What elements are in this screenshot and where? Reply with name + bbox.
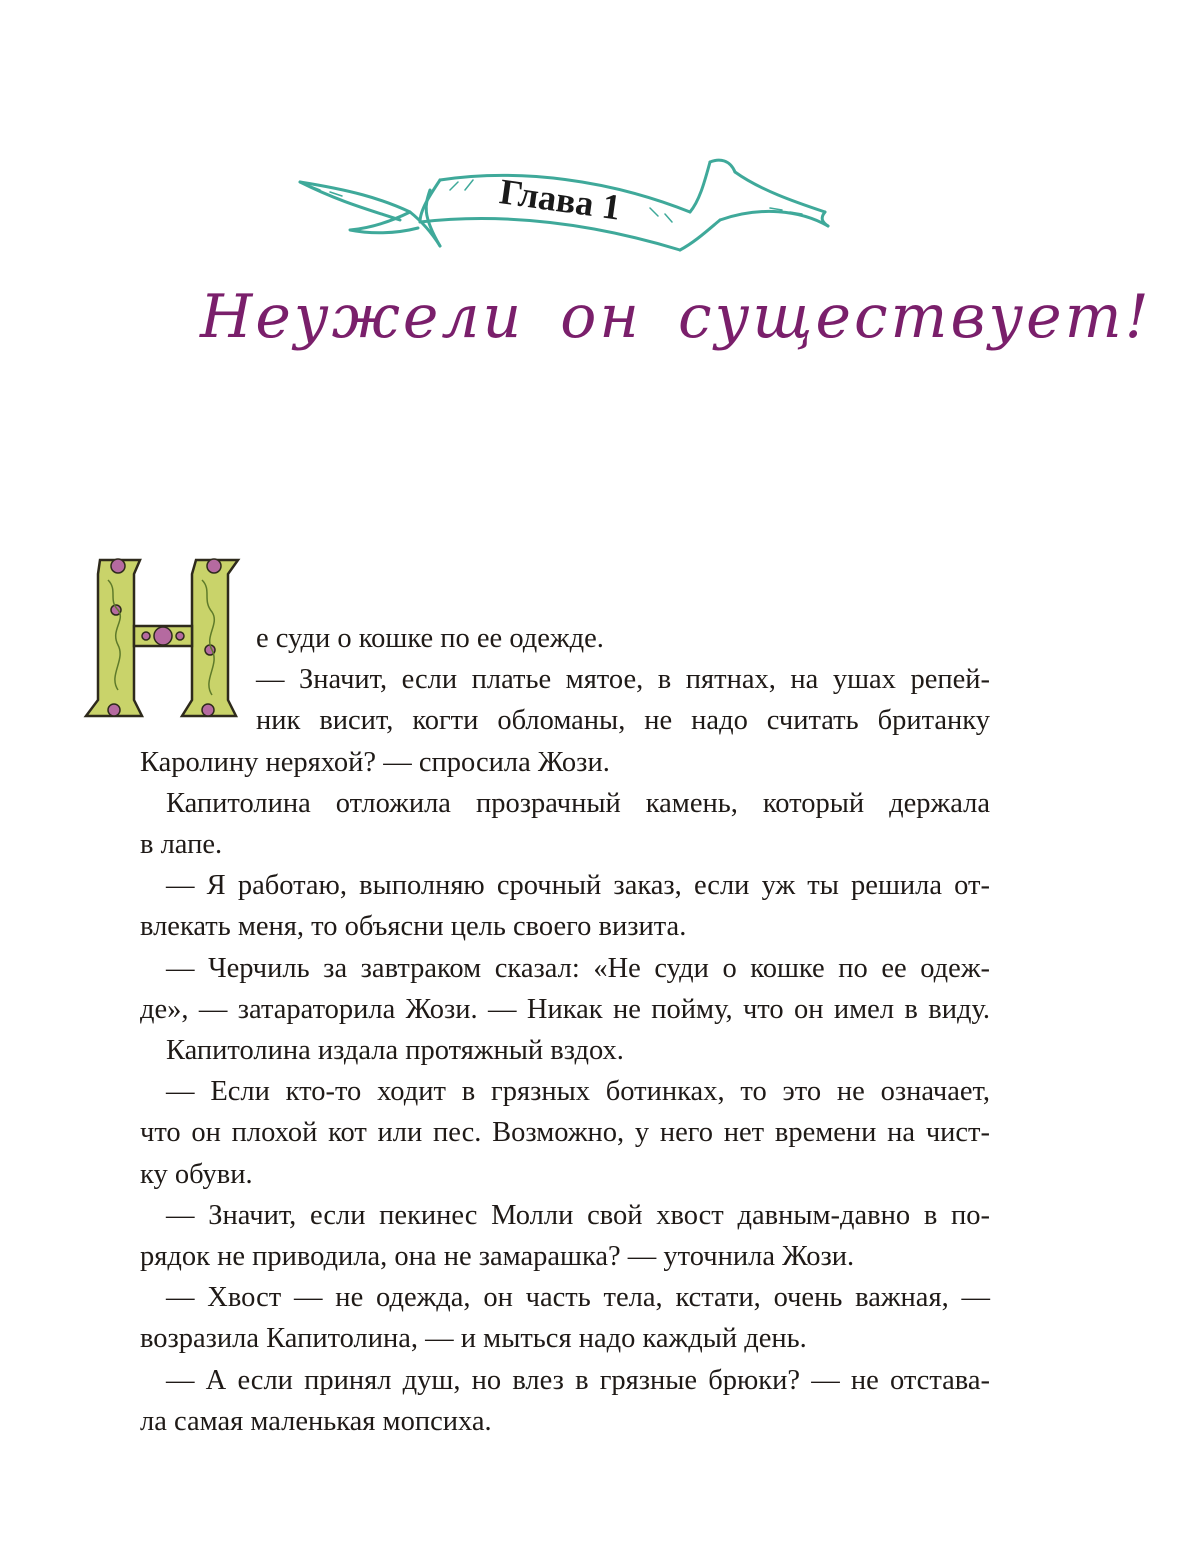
text-line: — Хвост — не одежда, он часть тела, кстати, очень важная, — — [166, 1282, 990, 1314]
text-line: — Я работаю, выполняю срочный заказ, если уж ты решила от- — [166, 870, 990, 902]
text-line: что он плохой кот или пес. Возможно, у него нет времени на чист- — [140, 1117, 990, 1149]
text-line: — Черчиль за завтраком сказал: «Не суди о кошке по ее одеж- — [166, 952, 990, 984]
text-line: — Значит, если пекинес Молли свой хвост давным-давно в по- — [166, 1199, 990, 1231]
text-line: рядок не приводила, она не замарашка? — уточнила Жози. — [140, 1241, 855, 1273]
chapter-number: Глава 1 — [497, 171, 624, 228]
text-line: е суди о кошке по ее одежде. — [256, 623, 604, 654]
text-line: Капитолина отложила прозрачный камень, который держала — [166, 787, 990, 819]
text-line: в лапе. — [140, 829, 223, 861]
text-line: возразила Капитолина, — и мыться надо каждый день. — [140, 1323, 807, 1355]
chapter-title: Неужели он существует! — [200, 282, 1152, 352]
text-line: Капитолина издала протяжный вздох. — [166, 1035, 624, 1067]
text-line: — Значит, если платье мятое, в пятнах, на ушах репей- — [256, 664, 990, 696]
text-line: де», — затараторила Жози. — Никак не пойму, что он имел в виду. — [140, 993, 990, 1025]
body-text — [140, 618, 990, 1442]
text-line: ку обуви. — [140, 1158, 253, 1190]
text-line: Каролину неряхой? — спросила Жози. — [140, 746, 610, 778]
text-line: ла самая маленькая мопсиха. — [140, 1405, 492, 1437]
text-line: — А если принял душ, но влез в грязные брюки? — не отстава- — [166, 1364, 990, 1396]
text-line: ник висит, когти обломаны, не надо считать британку — [256, 705, 990, 737]
text-line: влекать меня, то объясни цель своего визита. — [140, 911, 687, 943]
text-line: — Если кто-то ходит в грязных ботинках, то это не означает, — [166, 1076, 990, 1108]
